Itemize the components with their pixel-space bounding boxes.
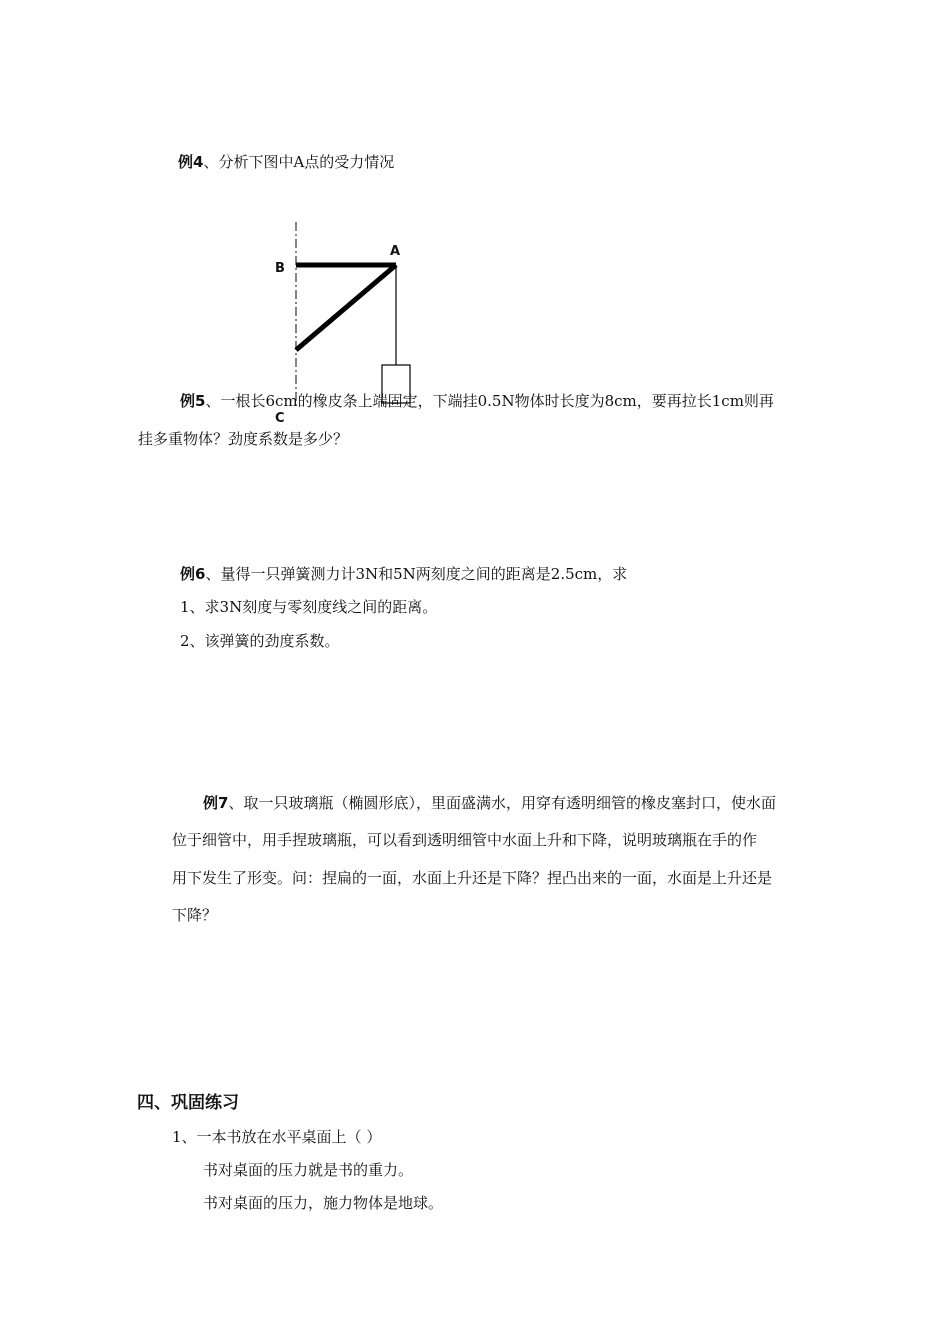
example-5-label: 例5 [180, 392, 206, 410]
section-4-heading: 四、巩固练习 [137, 1093, 239, 1113]
example-7-line-2: 位于细管中，用手捏玻璃瓶，可以看到透明细管中水面上升和下降，说明玻璃瓶在手的作 [172, 831, 758, 849]
example-6-question-1: 1、求3N刻度与零刻度线之间的距离。 [180, 598, 438, 616]
example-4-text: 、分析下图中A点的受力情况 [203, 153, 395, 171]
example-6-question-2: 2、该弹簧的劲度系数。 [180, 632, 340, 650]
label-point-b: B [275, 261, 285, 276]
example-6-line-1 [180, 567, 627, 582]
example-7-line-4: 下降？ [172, 906, 218, 924]
example-5-line-1 [180, 394, 774, 409]
label-point-a: A [390, 244, 401, 259]
example-7-line-1 [203, 796, 776, 811]
example-6-label: 例6 [180, 565, 206, 583]
example-7-text: 、取一只玻璃瓶（椭圆形底），里面盛满水，用穿有透明细管的橡皮塞封口，使水面 [228, 794, 776, 812]
example-5-line-2: 挂多重物体？劲度系数是多少？ [138, 430, 349, 448]
example-6-text: 、量得一只弹簧测力计3N和5N两刻度之间的距离是2.5cm，求 [205, 565, 628, 583]
label-point-c: C [275, 411, 285, 426]
section-4-option-1: 书对桌面的压力就是书的重力。 [203, 1161, 414, 1179]
example-5-text: 、一根长6cm的橡皮条上端固定，下端挂0.5N物体时长度为8cm，要再拉长1cm则再 [205, 392, 774, 410]
example-7-line-3: 用下发生了形变。问：捏扁的一面，水面上升还是下降？捏凸出来的一面，水面是上升还是 [172, 869, 773, 887]
section-4-option-2: 书对桌面的压力，施力物体是地球。 [203, 1194, 444, 1212]
example-7-label: 例7 [203, 794, 229, 812]
example-4-label: 例4 [178, 153, 204, 171]
strut-ca [296, 265, 396, 350]
section-4-question-1: 1、一本书放在水平桌面上（ ） [172, 1128, 382, 1146]
